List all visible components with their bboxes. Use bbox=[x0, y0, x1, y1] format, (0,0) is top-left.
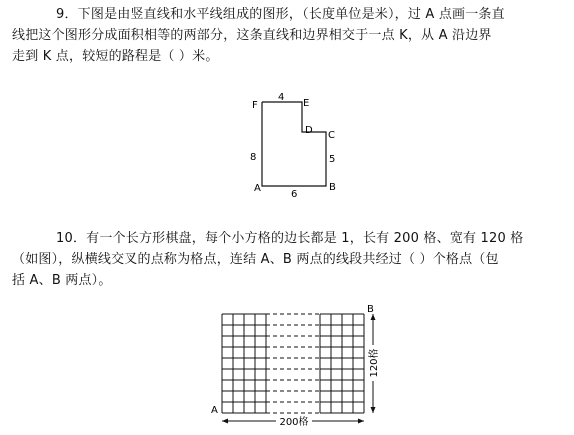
question-9-line-1: 9．下图是由竖直线和水平线组成的图形，（长度单位是米），过 A 点画一条直 bbox=[56, 7, 505, 22]
q10-height-arrowhead-bottom bbox=[371, 407, 376, 413]
q9-figure bbox=[250, 92, 336, 200]
q9-point-d: D bbox=[305, 125, 313, 136]
q9-length-bottom: 6 bbox=[291, 189, 298, 200]
q9-length-top: 4 bbox=[278, 92, 285, 103]
q9-length-right: 5 bbox=[329, 154, 336, 165]
question-10-line-2: （如图），纵横线交叉的点称为格点，连结 A、B 两点的线段共经过（ ）个格点（包 bbox=[12, 252, 499, 267]
q10-figure bbox=[211, 304, 380, 428]
q10-width-arrowhead-left bbox=[222, 419, 228, 424]
question-9-line-2: 线把这个图形分成面积相等的两部分，这条直线和边界相交于一点 K，从 A 沿边界 bbox=[12, 28, 492, 43]
q9-point-a: A bbox=[254, 183, 261, 194]
q10-height-label: 120格 bbox=[369, 348, 380, 378]
q10-label-b: B bbox=[367, 304, 374, 315]
question-10-line-1: 10．有一个长方形棋盘，每个小方格的边长都是 1，长有 200 格、宽有 120 格 bbox=[56, 231, 524, 246]
q10-width-arrowhead-right bbox=[358, 419, 364, 424]
q9-length-left: 8 bbox=[250, 152, 257, 163]
q9-point-c: C bbox=[328, 130, 335, 141]
q10-grid-dashes bbox=[222, 314, 364, 413]
q9-point-f: F bbox=[252, 100, 258, 111]
q9-shape-outline bbox=[262, 102, 326, 186]
q10-width-label: 200格 bbox=[279, 417, 309, 428]
q10-label-a: A bbox=[211, 405, 218, 416]
q9-point-b: B bbox=[329, 182, 336, 193]
q9-point-e: E bbox=[303, 98, 310, 109]
question-9-line-3: 走到 K 点，较短的路程是（ ）米。 bbox=[12, 49, 219, 64]
question-10-line-3: 括 A、B 两点）。 bbox=[12, 273, 112, 288]
